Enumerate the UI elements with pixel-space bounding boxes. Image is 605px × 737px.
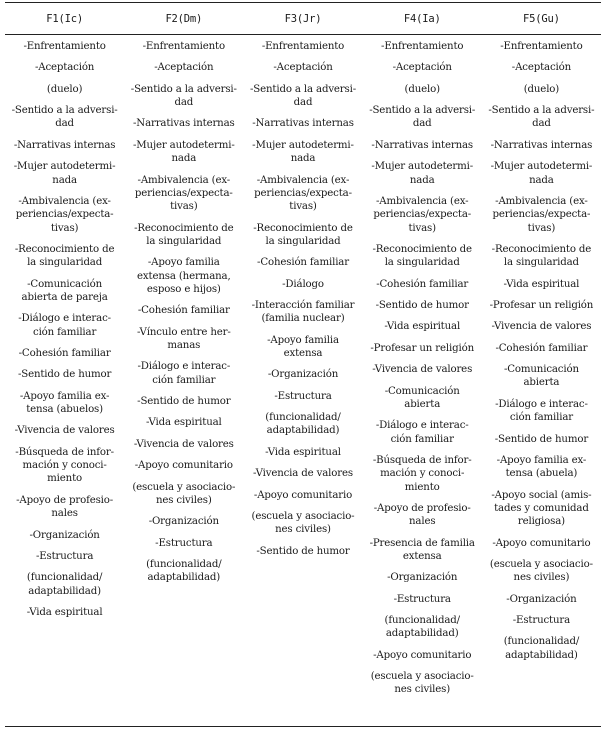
factor-entry [484,40,599,53]
factor-entry-line: periencias/expecta- [134,187,233,199]
factor-entry [245,117,360,130]
factor-entry [7,390,122,417]
factor-entry [245,40,360,53]
factor-entry-line: -Vida espiritual [503,278,580,290]
factor-entry-line: -Apoyo comunitario [253,489,353,501]
factor-entry-line: -Presencia de familia [369,537,475,549]
factor-entry [484,160,599,187]
factor-entry [245,334,360,361]
factor-entry-line: dad [55,118,74,130]
factor-entry-line: -Vida espiritual [26,606,103,618]
factor-entry-line: -Vínculo entre her- [136,326,231,338]
factor-entry-line: -Enfrentamiento [23,41,106,52]
factor-entry [126,515,241,528]
factor-entry-line: (duelo) [46,83,83,95]
factor-entry-line: -Enfrentamiento [142,41,225,52]
factor-entry-line: -Ambivalencia (ex- [256,174,350,186]
column-f5 [482,40,601,670]
factor-entry-line: -Vivencia de valores [372,364,473,376]
factor-entry-line: -Mujer autodetermi- [13,161,116,173]
factor-entry [365,195,480,235]
factor-entry-line: -Apoyo social (amis- [491,489,592,501]
factor-entry-line: -Sentido de humor [137,395,231,407]
factor-entry-line: periencias/expecta- [15,209,114,221]
factor-entry-line: -Mujer autodetermi- [490,161,593,173]
factor-entry-line: -Profesar un religión [489,300,594,311]
factor-entry [245,411,360,438]
factor-entry-line: -Apoyo familia [267,334,339,346]
factor-entry-line: ción familiar [33,326,97,338]
factor-entry [245,510,360,537]
factor-entry [484,195,599,235]
factor-entry-line: -Aceptación [154,62,214,74]
factor-entry [484,593,599,606]
factor-entry [484,61,599,74]
factor-entry-line: -Sentido a la adversi- [249,83,357,95]
factor-entry-line: ción familiar [152,374,216,386]
factor-entry [245,61,360,74]
factor-entry-line: -Reconocimiento de [491,243,592,255]
factor-entry-line: -Sentido a la adversi- [130,83,237,95]
factor-entry [126,360,241,387]
factor-entry [245,278,360,291]
factor-entry-line: extensa [402,550,442,562]
factor-entry-line: (funcionalidad/ [146,559,222,570]
factor-entry [7,446,122,486]
factor-entry-line: -Cohesión familiar [137,305,230,317]
factor-entry-line: -Diálogo e interac- [495,398,588,410]
factor-entry-line: -Aceptación [34,62,95,74]
factor-entry-line: nada [171,153,197,165]
factor-entry-line: la singularidad [146,235,222,247]
factor-entry-line: -Reconocimiento de [253,222,353,234]
factor-entry-line: (escuela y asociacio- [132,481,236,493]
factor-entry [245,139,360,166]
factor-entry-line: (familia nuclear) [261,313,345,325]
factor-entry [365,160,480,187]
factor-entry-line: -Diálogo [282,278,324,290]
factor-entry-line: -Estructura [512,615,571,627]
factor-entry [245,467,360,480]
factor-entry [7,424,122,437]
factor-entry-line: -Sentido de humor [375,300,469,311]
factor-entry-line: la singularidad [384,257,460,269]
factor-entry-line: -Comunicación [384,385,460,397]
factor-entry [126,174,241,214]
factor-entry [245,83,360,110]
factor-entry-line: nada [290,153,316,165]
factor-entry-line: tivas) [527,222,556,234]
table-header-row [5,3,601,34]
factor-entry [365,454,480,494]
factor-entry [484,363,599,390]
factor-entry-line: -Reconocimiento de [372,243,472,255]
factor-entry [126,326,241,353]
factor-entry [245,545,360,558]
factor-entry-line: periencias/expecta- [492,209,591,221]
factor-entry-line: -Sentido de humor [256,545,350,557]
factor-entry-line: -Aceptación [392,62,452,74]
factor-entry [7,160,122,187]
factor-entry [245,222,360,249]
factor-entry-line: tivas) [170,201,198,213]
factor-entry-line: -Vivencia de valores [253,468,353,480]
factor-entry [7,550,122,563]
factor-entry [484,299,599,312]
factor-entry [484,433,599,446]
factor-entry-line: adaptabilidad) [147,572,221,584]
factor-entry-line: -Sentido de humor [494,433,589,445]
factor-entry-line: la singularidad [27,257,103,269]
factor-entry [245,256,360,269]
factor-entry-line: -Aceptación [273,62,333,74]
factor-entry-line: -Sentido a la adversi- [369,105,476,117]
factor-entry-line: -Apoyo de profesio- [16,494,114,506]
factor-entry-line: tensa (abuela) [505,468,578,480]
factor-entry-line: -Vida espiritual [384,321,461,333]
factor-entry-line: esposo e hijos) [146,283,221,295]
factor-entry-line: (escuela y asociacio- [251,511,355,523]
factor-entry-line: -Narrativas internas [13,139,116,151]
factor-entry-line: -Organización [148,516,219,528]
factor-entry [7,40,122,53]
factor-entry-line: (duelo) [404,83,440,95]
factor-entry [7,278,122,305]
factor-entry [484,342,599,355]
factor-entry-line: -Interacción familiar [251,300,355,311]
factor-entry [365,139,480,152]
factor-entry-line: ción familiar [509,412,573,424]
factor-entry [484,320,599,333]
factor-entry-line: -Enfrentamiento [261,41,345,52]
factor-entry-line: -Búsqueda de infor- [15,446,114,458]
factor-entry-line: -Apoyo comunitario [134,460,233,472]
factor-entry [245,489,360,502]
table-body-row [5,35,601,722]
factor-entry [365,571,480,584]
factor-entry [365,278,480,291]
factor-entry-line: -Diálogo e interac- [18,313,111,325]
factor-entry-line: -Narrativas internas [490,139,593,151]
factor-entry [126,537,241,550]
factor-entry [365,363,480,376]
factor-entry [365,670,480,697]
factor-entry [7,195,122,235]
factor-entry-line: -Sentido de humor [17,369,112,381]
factor-entry [126,139,241,166]
factor-entry-line: -Narrativas internas [252,118,354,130]
factor-entry [7,243,122,270]
factor-entry-line: mación y conoci- [380,468,465,480]
factor-entry-line: -Enfrentamiento [500,41,583,52]
factor-entry [126,117,241,130]
factor-entry [126,40,241,53]
factor-entry-line: -Vida espiritual [265,446,341,458]
column-f1 [5,40,124,627]
factor-entry-line: -Cohesión familiar [18,347,111,359]
factor-entry-line: (funcionalidad/ [26,572,103,584]
header-f4: F4(Ia) [403,12,441,25]
factor-entry [365,40,480,53]
factor-entry-line: adaptabilidad) [385,628,459,640]
factor-entry [365,299,480,312]
header-f1: F1(Ic) [46,12,83,25]
factor-entry-line: -Estructura [35,550,94,562]
factor-entry-line: nada [52,174,77,186]
factor-entry [126,395,241,408]
factor-entry-line: -Diálogo e interac- [137,361,231,373]
table-bottom-rule [5,726,601,727]
column-f3 [243,40,362,566]
factor-entry [126,416,241,429]
factor-entry-line: abierta de pareja [21,291,108,303]
factor-entry [365,342,480,355]
factor-entry-line: (funcionalidad/ [503,636,580,648]
factor-entry-line: abierta [523,377,560,389]
factor-entry [245,368,360,381]
factor-entry-line: -Ambivalencia (ex- [137,174,231,186]
factor-entry [7,312,122,339]
factor-entry [7,83,122,96]
factor-entry-line: -Diálogo e interac- [375,420,469,432]
factor-entry-line: -Apoyo comunitario [373,649,472,661]
factor-entry [365,419,480,446]
factor-entry-line: (funcionalidad/ [265,412,341,424]
factor-entry-line: -Profesar un religión [370,342,475,354]
factor-entry [484,278,599,291]
factor-entry-line: mación y conoci- [22,460,107,472]
factor-entry-line: -Narrativas internas [133,118,235,130]
factor-entry-line: -Narrativas internas [371,139,473,151]
factor-entry [126,83,241,110]
factor-entry-line: -Búsqueda de infor- [372,454,472,466]
factor-entry [484,83,599,96]
factor-entry-line: -Ambivalencia (ex- [495,195,588,207]
factor-entry-line: -Organización [267,369,339,381]
factor-entry [126,256,241,296]
factor-entry-line: -Enfrentamiento [381,41,464,52]
factor-entry-line: (funcionalidad/ [384,615,460,627]
factor-entry-line: -Sentido a la adversi- [11,105,118,117]
factor-entry [365,104,480,131]
factor-entry [126,481,241,508]
factor-entry-line: adaptabilidad) [28,585,101,597]
factor-entry-line: (escuela y asociacio- [489,559,593,570]
factor-entry [484,139,599,152]
factor-entry-line: -Apoyo familia [147,257,220,269]
factor-entry-line: -Reconocimiento de [14,243,115,255]
factor-entry [484,558,599,585]
factors-table [5,0,601,727]
factor-entry-line: miento [404,481,440,493]
factor-entry-line: -Mujer autodetermi- [252,139,354,151]
factor-entry-line: miento [47,473,83,485]
factor-entry [365,243,480,270]
factor-entry [484,104,599,131]
factor-entry [484,614,599,627]
factor-entry-line: -Cohesión familiar [495,342,588,354]
factor-entry-line: -Organización [506,593,577,605]
factor-entry [126,438,241,451]
factor-entry-line: ción familiar [390,433,454,445]
factor-entry-line: adaptabilidad) [266,425,340,437]
factor-entry [245,174,360,214]
factor-entry-line: -Organización [387,572,458,584]
factor-entry-line: tensa (abuelos) [26,404,103,416]
factor-entry-line: manas [167,339,201,351]
factor-entry [365,537,480,564]
factor-entry [7,61,122,74]
factor-entry [365,502,480,529]
factor-entry-line: dad [174,97,194,109]
factor-entry [7,494,122,521]
header-f5: F5(Gu) [523,12,560,25]
factor-entry [365,593,480,606]
factor-entry-line: -Ambivalencia (ex- [18,195,111,207]
factor-entry [365,649,480,662]
factor-entry-line: -Mujer autodetermi- [371,161,474,173]
factor-entry-line: -Apoyo comunitario [492,537,591,549]
factor-entry [484,537,599,550]
factor-entry-line: -Cohesión familiar [257,257,349,269]
factor-entry [365,614,480,641]
factor-entry-line: -Apoyo familia ex- [19,390,110,402]
factor-entry [365,320,480,333]
factor-entry-line: -Cohesión familiar [376,278,469,290]
factor-entry [365,385,480,412]
factor-entry-line: (escuela y asociacio- [370,671,474,683]
factor-entry-line: -Estructura [393,593,451,605]
factor-entry-line: -Estructura [274,390,332,402]
factor-entry-line: -Comunicación [27,278,103,290]
factor-entry [7,104,122,131]
factor-entry-line: -Vida espiritual [145,417,222,429]
factor-entry-line: religiosa) [517,516,565,528]
factor-entry [7,529,122,542]
factor-entry-line: periencias/expecta- [373,209,472,221]
factor-entry [7,571,122,598]
factor-entry [7,606,122,619]
factor-entry [484,454,599,481]
factor-entry [484,635,599,662]
factor-entry [7,368,122,381]
factor-entry-line: -Estructura [155,537,213,549]
factor-entry-line: nales [409,516,436,528]
factor-entry [126,304,241,317]
factor-entry-line: -Vivencia de valores [491,321,592,333]
factor-entry [126,61,241,74]
factor-entry-line: tivas) [50,222,79,234]
factor-entry-line: dad [412,118,432,130]
factor-entry [484,243,599,270]
factor-entry-line: dad [532,118,551,130]
factor-entry-line: -Apoyo familia ex- [496,454,587,466]
factor-entry-line: -Vivencia de valores [14,425,115,437]
factor-entry-line: -Reconocimiento de [134,222,234,234]
header-f3: F3(Jr) [284,12,322,25]
factor-entry-line: abierta [404,398,441,410]
factor-entry-line: -Aceptación [511,62,572,74]
factor-entry [7,347,122,360]
column-f4 [363,40,482,705]
factor-entry-line: la singularidad [265,235,341,247]
factor-entry-line: nes civiles) [394,684,451,696]
factor-entry [245,446,360,459]
factor-entry-line: la singularidad [503,257,579,269]
factor-entry [126,222,241,249]
factor-entry-line: dad [293,97,313,109]
factor-entry-line: -Comunicación [503,364,579,376]
factor-entry-line: nes civiles) [513,572,570,584]
factor-entry-line: nales [51,508,78,520]
factor-entry-line: extensa (hermana, [137,270,231,282]
factor-entry [484,398,599,425]
factor-entry-line: nada [529,174,554,186]
factor-entry [365,61,480,74]
factor-entry [126,459,241,472]
factor-entry [126,558,241,585]
factor-entry-line: extensa [283,347,323,359]
factor-entry-line: tivas) [408,222,436,234]
factor-entry-line: -Mujer autodetermi- [132,139,235,151]
factor-entry-line: periencias/expecta- [254,187,352,199]
header-f2: F2(Dm) [165,12,203,25]
factor-entry-line: (duelo) [523,83,560,95]
column-f2 [124,40,243,593]
factor-entry-line: tades y comunidad [494,502,589,514]
factor-entry-line: adaptabilidad) [505,649,578,661]
factor-entry [245,390,360,403]
factor-entry [365,83,480,96]
factor-entry [245,299,360,326]
factor-entry-line: -Sentido a la adversi- [488,105,595,117]
factor-entry-line: -Vivencia de valores [133,438,234,450]
factor-entry-line: -Organización [29,529,100,541]
factor-entry-line: -Apoyo de profesio- [373,502,471,514]
factor-entry-line: nes civiles) [275,524,331,536]
factor-entry-line: nes civiles) [155,494,212,506]
factor-entry [7,139,122,152]
factor-entry-line: tivas) [289,201,317,213]
factor-entry-line: -Ambivalencia (ex- [375,195,469,207]
factor-entry-line: nada [409,174,435,186]
factor-entry [484,489,599,529]
